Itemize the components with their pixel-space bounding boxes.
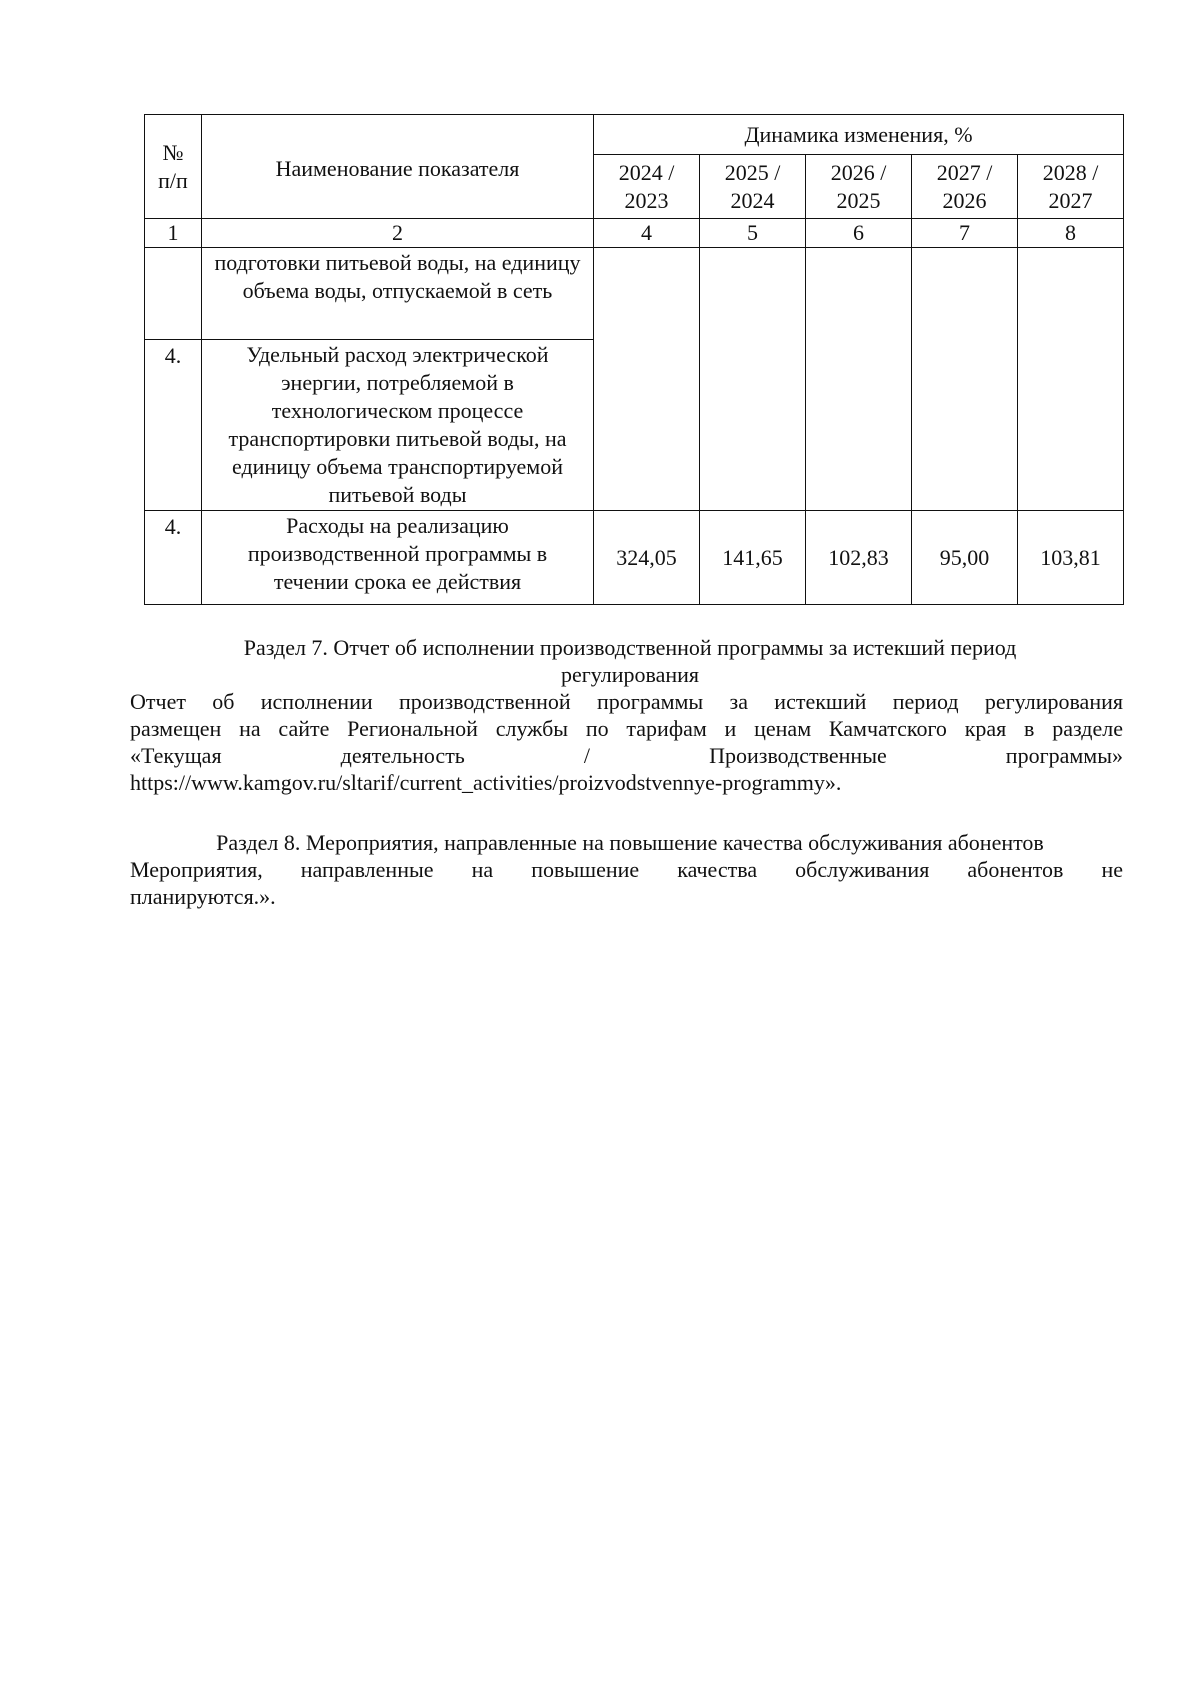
header-period-label: 2024 / 2023	[618, 159, 675, 213]
col-number: 1	[145, 219, 202, 248]
empty-cell	[806, 248, 912, 511]
row-num-text: 4.	[164, 514, 182, 539]
row-num	[145, 511, 202, 605]
row-name-text: Расходы на реализацию производственной программы в течении срока ее действия	[247, 513, 548, 594]
header-period	[1018, 155, 1124, 219]
header-dynamics	[594, 115, 1124, 155]
row-num	[145, 248, 202, 340]
header-period	[912, 155, 1018, 219]
row-value: 102,83	[806, 511, 912, 605]
column-numbers-row	[145, 219, 1124, 248]
paragraph-line: Мероприятия, направленные на повышение качества обслуживания абонентов не	[130, 857, 1123, 882]
header-period-label: 2027 / 2026	[936, 159, 993, 213]
row-name	[202, 248, 594, 340]
header-num	[145, 115, 202, 219]
col-number: 7	[912, 219, 1018, 248]
row-value: 95,00	[912, 511, 1018, 605]
header-period-label: 2025 / 2024	[724, 159, 781, 213]
indicators-table	[144, 114, 1124, 605]
row-name	[202, 340, 594, 511]
header-period-label: 2028 / 2027	[1042, 159, 1099, 213]
col-number: 2	[202, 219, 594, 248]
row-num-text: 4.	[164, 343, 182, 368]
row-name-text: Удельный расход электрической энергии, потребляемой в технологическом процессе транспортировки питьевой воды, на единицу объема транспортируемой питьевой воды	[228, 342, 567, 507]
paragraph-line: https://www.kamgov.ru/sltarif/current_activities/proizvodstvennye-programmy».	[130, 770, 842, 795]
row-value: 141,65	[700, 511, 806, 605]
row-num	[145, 340, 202, 511]
header-period	[594, 155, 700, 219]
col-number: 6	[806, 219, 912, 248]
header-name-label: Наименование показателя	[275, 156, 520, 181]
section7-title-line1: Раздел 7. Отчет об исполнении производственной программы за истекший период	[243, 635, 1017, 660]
header-period-label: 2026 / 2025	[830, 159, 887, 213]
header-dynamics-label: Динамика изменения, %	[744, 121, 973, 147]
empty-cell	[912, 248, 1018, 511]
table-row	[145, 248, 1124, 340]
header-period	[806, 155, 912, 219]
row-name	[202, 511, 594, 605]
empty-cell	[1018, 248, 1124, 511]
row-value: 103,81	[1018, 511, 1124, 605]
section8-paragraph	[130, 856, 1123, 910]
header-num-label: № п/п	[158, 139, 188, 193]
paragraph-line: Отчет об исполнении производственной программы за истекший период регулирования	[130, 689, 1123, 714]
section8-title: Раздел 8. Мероприятия, направленные на повышение качества обслуживания абонентов	[216, 830, 1044, 855]
table-row	[145, 511, 1124, 605]
col-number: 4	[594, 219, 700, 248]
section7-title-line2: регулирования	[560, 662, 700, 687]
empty-cell	[700, 248, 806, 511]
header-name	[202, 115, 594, 219]
col-number: 8	[1018, 219, 1124, 248]
paragraph-line: планируются.».	[130, 884, 276, 909]
header-period	[700, 155, 806, 219]
header-row-1	[145, 115, 1124, 155]
section7-paragraph	[130, 688, 1123, 796]
col-number: 5	[700, 219, 806, 248]
paragraph-line: «Текущая деятельность / Производственные программы»	[130, 743, 1123, 768]
row-name-text: подготовки питьевой воды, на единицу объема воды, отпускаемой в сеть	[214, 250, 581, 303]
paragraph-line: размещен на сайте Региональной службы по тарифам и ценам Камчатского края в разделе	[130, 716, 1123, 741]
empty-cell	[594, 248, 700, 511]
row-value: 324,05	[594, 511, 700, 605]
